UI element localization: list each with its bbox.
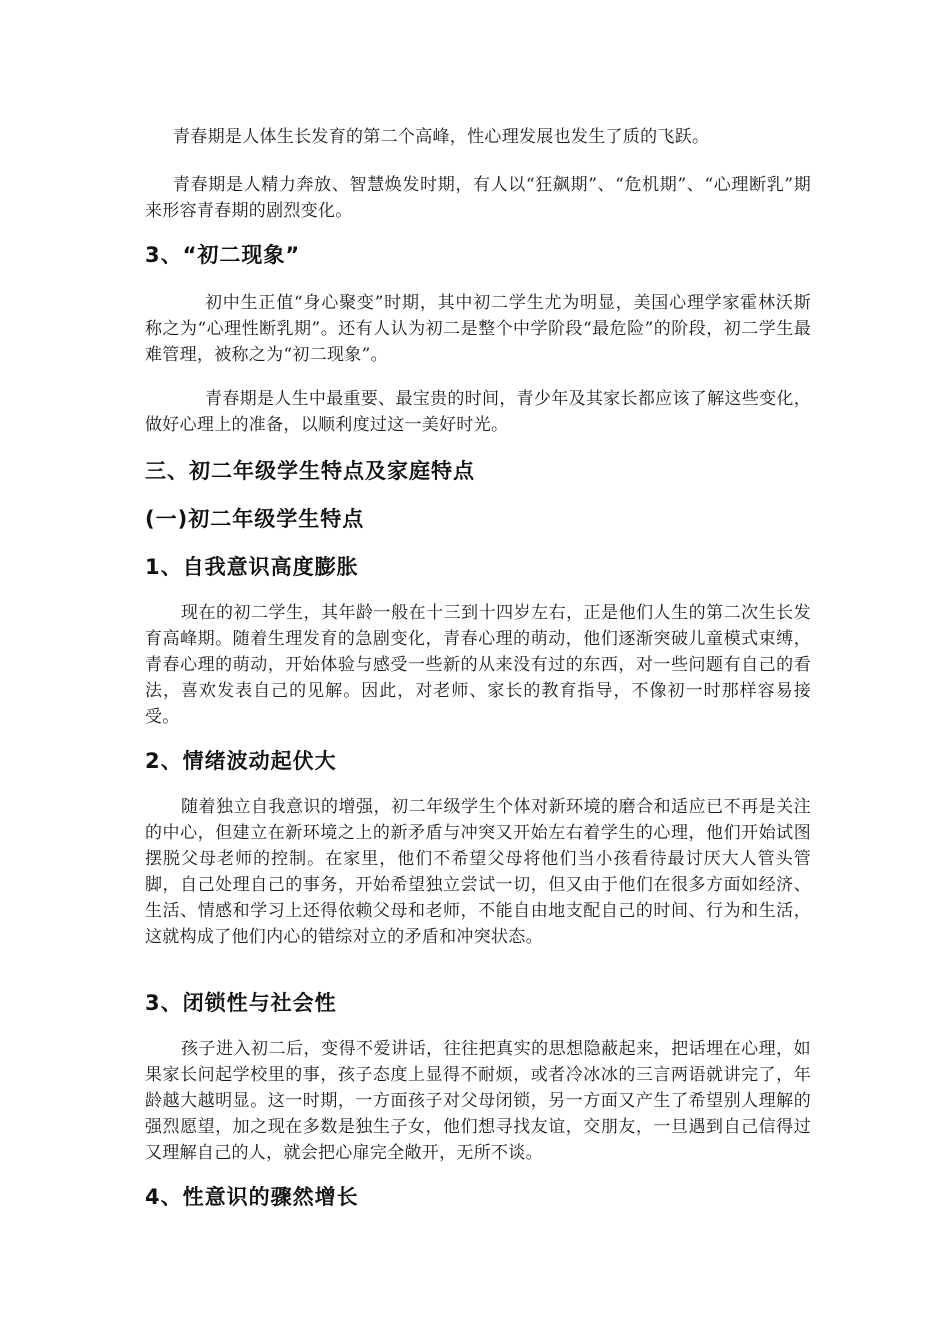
heading-self-awareness: 1、自我意识高度膨胀 [145, 555, 359, 579]
paragraph-puberty-precious: 青春期是人生中最重要、最宝贵的时间，青少年及其家长都应该了解这些变化，做好心理上的准备，以顺利度过这一美好时光。 [145, 389, 811, 435]
paragraph-grade8-phenomenon: 初中生正值“身心聚变”时期，其中初二学生尤为明显，美国心理学家霍林沃斯称之为“心理性断乳期”。还有人认为初二是整个中学阶段“最危险”的阶段，初二学生最难管理，被称之为“初二现象”。 [145, 293, 811, 365]
paragraph-puberty-energy: 青春期是人精力奔放、智慧焕发时期，有人以“狂飙期”、“危机期”、“心理断乳”期来形容青春期的剧烈变化。 [145, 175, 811, 221]
paragraph-closedness-sociality: 孩子进入初二后，变得不爱讲话，往往把真实的思想隐蔽起来，把话埋在心理，如果家长问起学校里的事，孩子态度上显得不耐烦，或者冷冰冰的三言两语就讲完了，年龄越大越明显。这一时期，一方面孩子对父母闭锁，另一方面又产生了希望别人理解的强烈愿望，加之现在多数是独生子女，他们想寻找友谊，交朋友，一旦遇到自己信得过又理解自己的人，就会把心扉完全敞开，无所不谈。 [145, 1039, 811, 1163]
heading-emotional-fluctuation: 2、情绪波动起伏大 [145, 749, 337, 773]
heading-section-three: 三、初二年级学生特点及家庭特点 [145, 459, 475, 483]
heading-closedness-sociality: 3、闭锁性与社会性 [145, 991, 337, 1015]
heading-sexual-awareness: 4、性意识的骤然增长 [145, 1185, 359, 1209]
paragraph-emotional-fluctuation: 随着独立自我意识的增强，初二年级学生个体对新环境的磨合和适应已不再是关注的中心，但建立在新环境之上的新矛盾与冲突又开始左右着学生的心理，他们开始试图摆脱父母老师的控制。在家里，他们不希望父母将他们当小孩看待最讨厌大人管头管脚，自己处理自己的事务，开始希望独立尝试一切，但又由于他们在很多方面如经济、生活、情感和学习上还得依赖父母和老师，不能自由地支配自己的时间、行为和生活，这就构成了他们内心的错综对立的矛盾和冲突状态。 [145, 797, 811, 947]
heading-grade8-phenomenon: 3、“初二现象” [145, 243, 301, 267]
paragraph-puberty-peak: 青春期是人体生长发育的第二个高峰，性心理发展也发生了质的飞跃。 [173, 127, 710, 147]
paragraph-self-awareness: 现在的初二学生，其年龄一般在十三到十四岁左右，正是他们人生的第二次生长发育高峰期。随着生理发育的急剧变化，青春心理的萌动，他们逐渐突破儿童模式束缚，青春心理的萌动，开始体验与感受一些新的从来没有过的东西，对一些问题有自己的看法，喜欢发表自己的见解。因此，对老师、家长的教育指导，不像初一时那样容易接受。 [145, 603, 811, 727]
heading-subsection-one: (一)初二年级学生特点 [145, 507, 365, 531]
